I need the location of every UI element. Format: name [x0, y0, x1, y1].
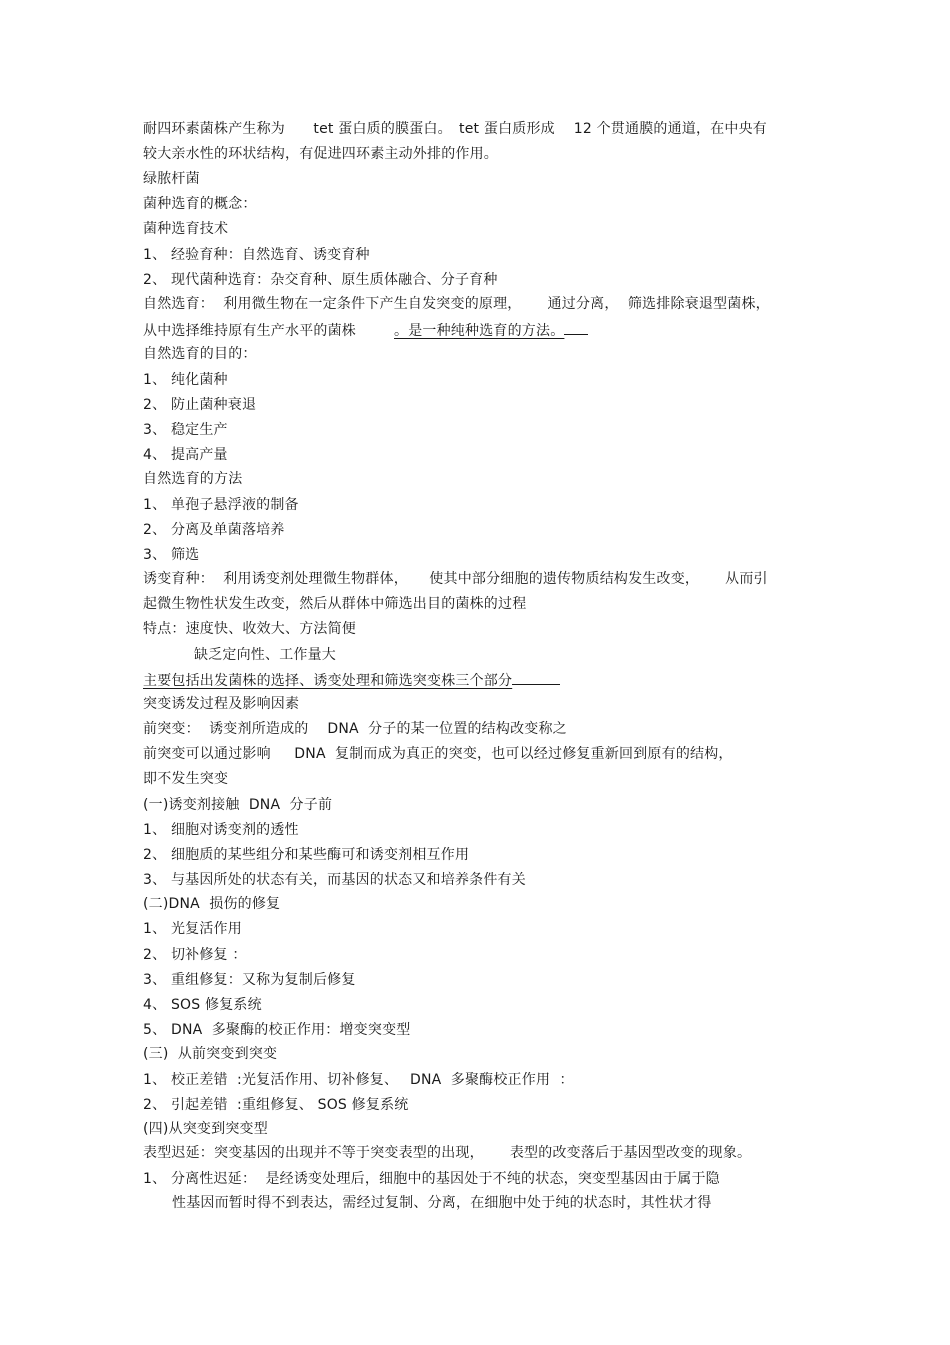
text-line: 1、 单孢子悬浮液的制备 — [143, 497, 299, 513]
text-line: 自然选育： 利用微生物在一定条件下产生自发突变的原理， 通过分离， 筛选排除衰退型菌株， — [143, 296, 770, 312]
text-line: (四)从突变到突变型 — [143, 1121, 268, 1137]
text-line: 2、 现代菌种选育：杂交育种、原生质体融合、分子育种 — [143, 272, 498, 288]
text-line: (一)诱变剂接触 DNA 分子前 — [143, 797, 333, 813]
text-line: 1、 细胞对诱变剂的透性 — [143, 822, 299, 838]
text-line: 突变诱发过程及影响因素 — [143, 696, 300, 712]
text-line: 绿脓杆菌 — [143, 171, 200, 187]
text-line: 2、 分离及单菌落培养 — [143, 522, 285, 538]
text-line: 诱变育种： 利用诱变剂处理微生物群体， 使其中部分细胞的遗传物质结构发生改变， 从而引 — [143, 571, 768, 587]
text-line: 1、 光复活作用 — [143, 921, 242, 937]
text-line — [143, 320, 588, 340]
text-line: 5、 DNA 多聚酶的校正作用：增变突变型 — [143, 1022, 411, 1038]
text-segment: 从中选择维持原有生产水平的菌株 — [143, 323, 356, 339]
text-line: 前突变可以通过影响 DNA 复制而成为真正的突变，也可以经过修复重新回到原有的结构， — [143, 746, 733, 762]
text-line: 耐四环素菌株产生称为 tet 蛋白质的膜蛋白。 tet 蛋白质形成 12 个贯通膜的通道，在中央有 — [143, 121, 767, 137]
text-line: 菌种选育技术 — [143, 221, 229, 237]
text-line: 较大亲水性的环状结构，有促进四环素主动外排的作用。 — [143, 146, 498, 162]
text-line: 表型迟延：突变基因的出现并不等于突变表型的出现， 表型的改变落后于基因型改变的现象。 — [143, 1145, 752, 1161]
text-line: 2、 防止菌种衰退 — [143, 397, 257, 413]
text-line: 2、 细胞质的某些组分和某些酶可和诱变剂相互作用 — [143, 847, 470, 863]
text-line — [143, 670, 560, 690]
text-line: 1、 经验育种：自然选育、诱变育种 — [143, 247, 370, 263]
text-line: 3、 稳定生产 — [143, 422, 228, 438]
text-line: (三) 从前突变到突变 — [143, 1046, 278, 1062]
text-line: 4、 SOS 修复系统 — [143, 997, 262, 1013]
text-line: 4、 提高产量 — [143, 447, 228, 463]
text-line: 3、 与基因所处的状态有关，而基因的状态又和培养条件有关 — [143, 872, 526, 888]
text-line: 3、 筛选 — [143, 547, 200, 563]
text-line: 自然选育的方法 — [143, 471, 243, 487]
text-line: 2、 切补修复 ： — [143, 947, 247, 963]
underlined-text: 。是一种纯种选育的方法。 — [394, 323, 565, 339]
underlined-text: 主要包括出发菌株的选择、诱变处理和筛选突变株三个部分 — [143, 673, 513, 689]
text-line: 性基因而暂时得不到表达，需经过复制、分离，在细胞中处于纯的状态时，其性状才得 — [172, 1195, 712, 1211]
text-line: 特点：速度快、收效大、方法简便 — [143, 621, 356, 637]
text-line: 1、 纯化菌种 — [143, 372, 228, 388]
text-line: 菌种选育的概念： — [143, 196, 257, 212]
text-line: 自然选育的目的： — [143, 346, 257, 362]
text-line: 3、 重组修复：又称为复制后修复 — [143, 972, 356, 988]
text-line: 1、 校正差错 :光复活作用、切补修复、 DNA 多聚酶校正作用 ： — [143, 1072, 574, 1088]
text-line: 缺乏定向性、工作量大 — [194, 647, 336, 663]
text-line: 即不发生突变 — [143, 771, 229, 787]
text-line: 起微生物性状发生改变，然后从群体中筛选出目的菌株的过程 — [143, 596, 527, 612]
text-line: (二)DNA 损伤的修复 — [143, 896, 281, 912]
text-line: 前突变： 诱变剂所造成的 DNA 分子的某一位置的结构改变称之 — [143, 721, 567, 737]
text-line: 1、 分离性迟延： 是经诱变处理后，细胞中的基因处于不纯的状态，突变型基因由于属于隐 — [143, 1171, 720, 1187]
text-line: 2、 引起差错 :重组修复、 SOS 修复系统 — [143, 1097, 409, 1113]
